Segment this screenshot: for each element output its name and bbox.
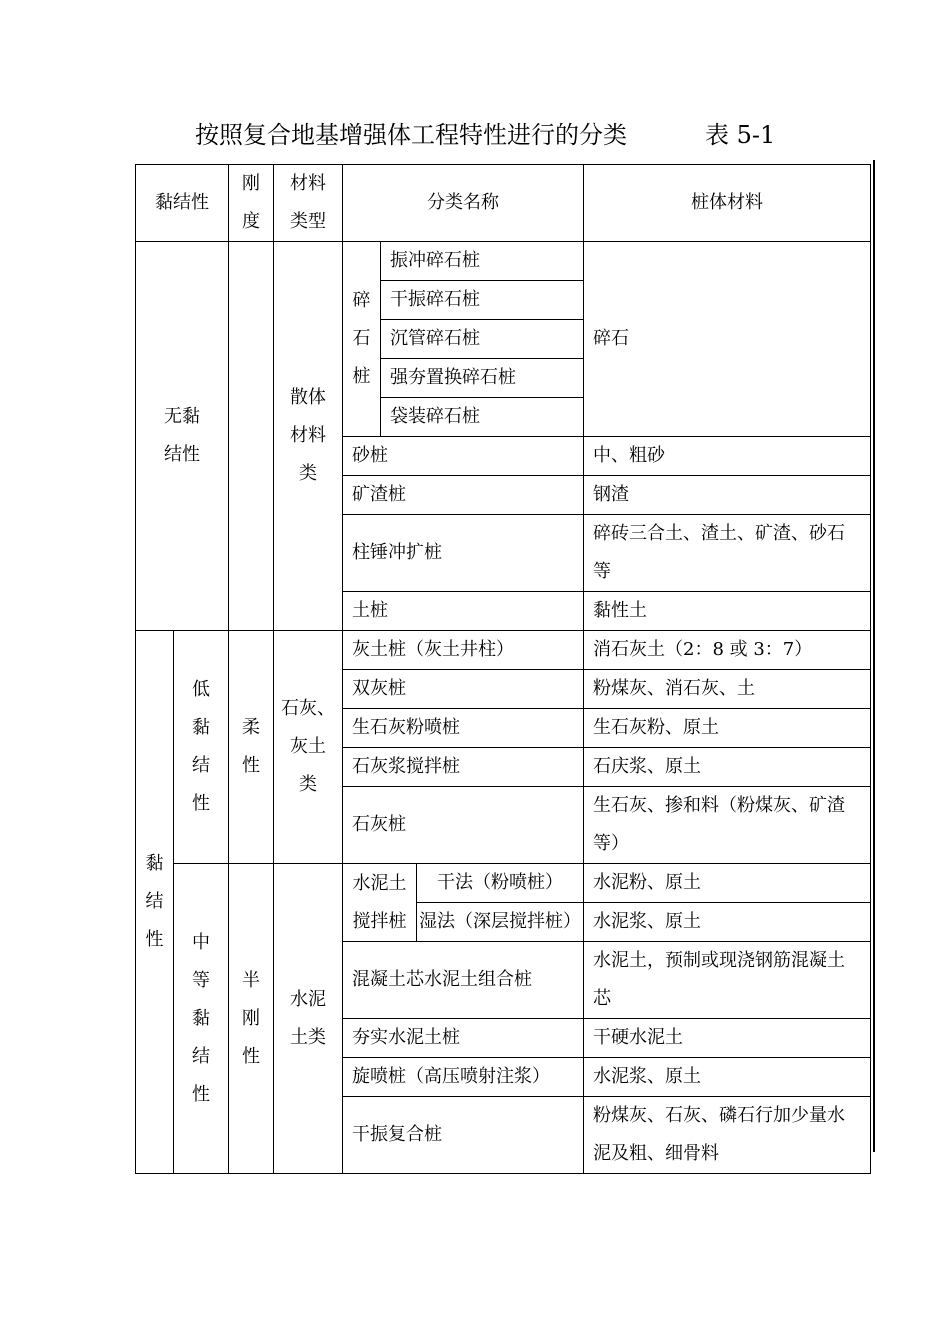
rigidity-blank [229, 242, 274, 631]
gravel-pile-label: 碎 石 桩 [343, 242, 381, 437]
table-caption [195, 115, 815, 151]
loose-material-label: 散体 材料 类 [274, 242, 343, 631]
pile-material: 粉煤灰、消石灰、土 [584, 670, 871, 709]
table-title: 按照复合地基增强体工程特性进行的分类 [195, 121, 627, 149]
non-cohesive-label: 无黏 结性 [136, 242, 229, 631]
pile-material: 生石灰粉、原土 [584, 709, 871, 748]
table-row [136, 631, 871, 670]
pile-name: 石灰浆搅拌桩 [343, 748, 584, 787]
gravel-pile-item: 袋装碎石桩 [381, 398, 584, 437]
pile-name: 土桩 [343, 592, 584, 631]
lime-soil-label: 石灰、 灰土 类 [274, 631, 343, 864]
pile-name: 湿法（深层搅拌桩） [417, 903, 584, 942]
header-rigidity: 刚 度 [229, 165, 274, 242]
pile-name: 混凝土芯水泥土组合桩 [343, 942, 584, 1019]
pile-material: 水泥浆、原土 [584, 1058, 871, 1097]
pile-material: 水泥浆、原土 [584, 903, 871, 942]
table-row [136, 864, 871, 903]
gravel-pile-item: 强夯置换碎石桩 [381, 359, 584, 398]
mixing-pile-label: 水泥土 搅拌桩 [343, 864, 417, 942]
low-cohesion-label: 低 黏 结 性 [174, 631, 229, 864]
classification-table [135, 164, 871, 1174]
gravel-pile-item: 振冲碎石桩 [381, 242, 584, 281]
pile-material: 钢渣 [584, 476, 871, 515]
pile-material: 干硬水泥土 [584, 1019, 871, 1058]
pile-material: 粉煤灰、石灰、磷石行加少量水 泥及粗、细骨料 [584, 1097, 871, 1174]
pile-name: 干法（粉喷桩） [417, 864, 584, 903]
pile-name: 石灰桩 [343, 787, 584, 864]
pile-material: 中、粗砂 [584, 437, 871, 476]
medium-cohesion-label: 中 等 黏 结 性 [174, 864, 229, 1174]
pile-name: 柱锤冲扩桩 [343, 515, 584, 592]
pile-name: 灰土桩（灰土井柱） [343, 631, 584, 670]
table-number: 表 5-1 [705, 121, 776, 149]
gravel-pile-item: 干振碎石桩 [381, 281, 584, 320]
cement-soil-label: 水泥 土类 [274, 864, 343, 1174]
pile-material: 消石灰土（2：8 或 3：7） [584, 631, 871, 670]
table-right-rule [873, 160, 875, 1152]
header-class-name: 分类名称 [343, 165, 584, 242]
header-pile-material: 桩体材料 [584, 165, 871, 242]
pile-material: 黏性土 [584, 592, 871, 631]
pile-name: 砂桩 [343, 437, 584, 476]
pile-name: 矿渣桩 [343, 476, 584, 515]
pile-name: 生石灰粉喷桩 [343, 709, 584, 748]
pile-name: 夯实水泥土桩 [343, 1019, 584, 1058]
semi-rigid-label: 半 刚 性 [229, 864, 274, 1174]
pile-material: 水泥粉、原土 [584, 864, 871, 903]
cohesive-label: 黏 结 性 [136, 631, 174, 1174]
header-row [136, 165, 871, 242]
table-row [136, 242, 871, 281]
pile-material: 水泥土，预制或现浇钢筋混凝土 芯 [584, 942, 871, 1019]
header-material-type: 材料 类型 [274, 165, 343, 242]
header-cohesion: 黏结性 [136, 165, 229, 242]
gravel-pile-item: 沉管碎石桩 [381, 320, 584, 359]
pile-material: 碎砖三合土、渣土、矿渣、砂石 等 [584, 515, 871, 592]
pile-material: 生石灰、掺和料（粉煤灰、矿渣 等） [584, 787, 871, 864]
gravel-material: 碎石 [584, 242, 871, 437]
pile-material: 石庆浆、原土 [584, 748, 871, 787]
pile-name: 干振复合桩 [343, 1097, 584, 1174]
pile-name: 旋喷桩（高压喷射注浆） [343, 1058, 584, 1097]
pile-name: 双灰桩 [343, 670, 584, 709]
flexible-label: 柔 性 [229, 631, 274, 864]
